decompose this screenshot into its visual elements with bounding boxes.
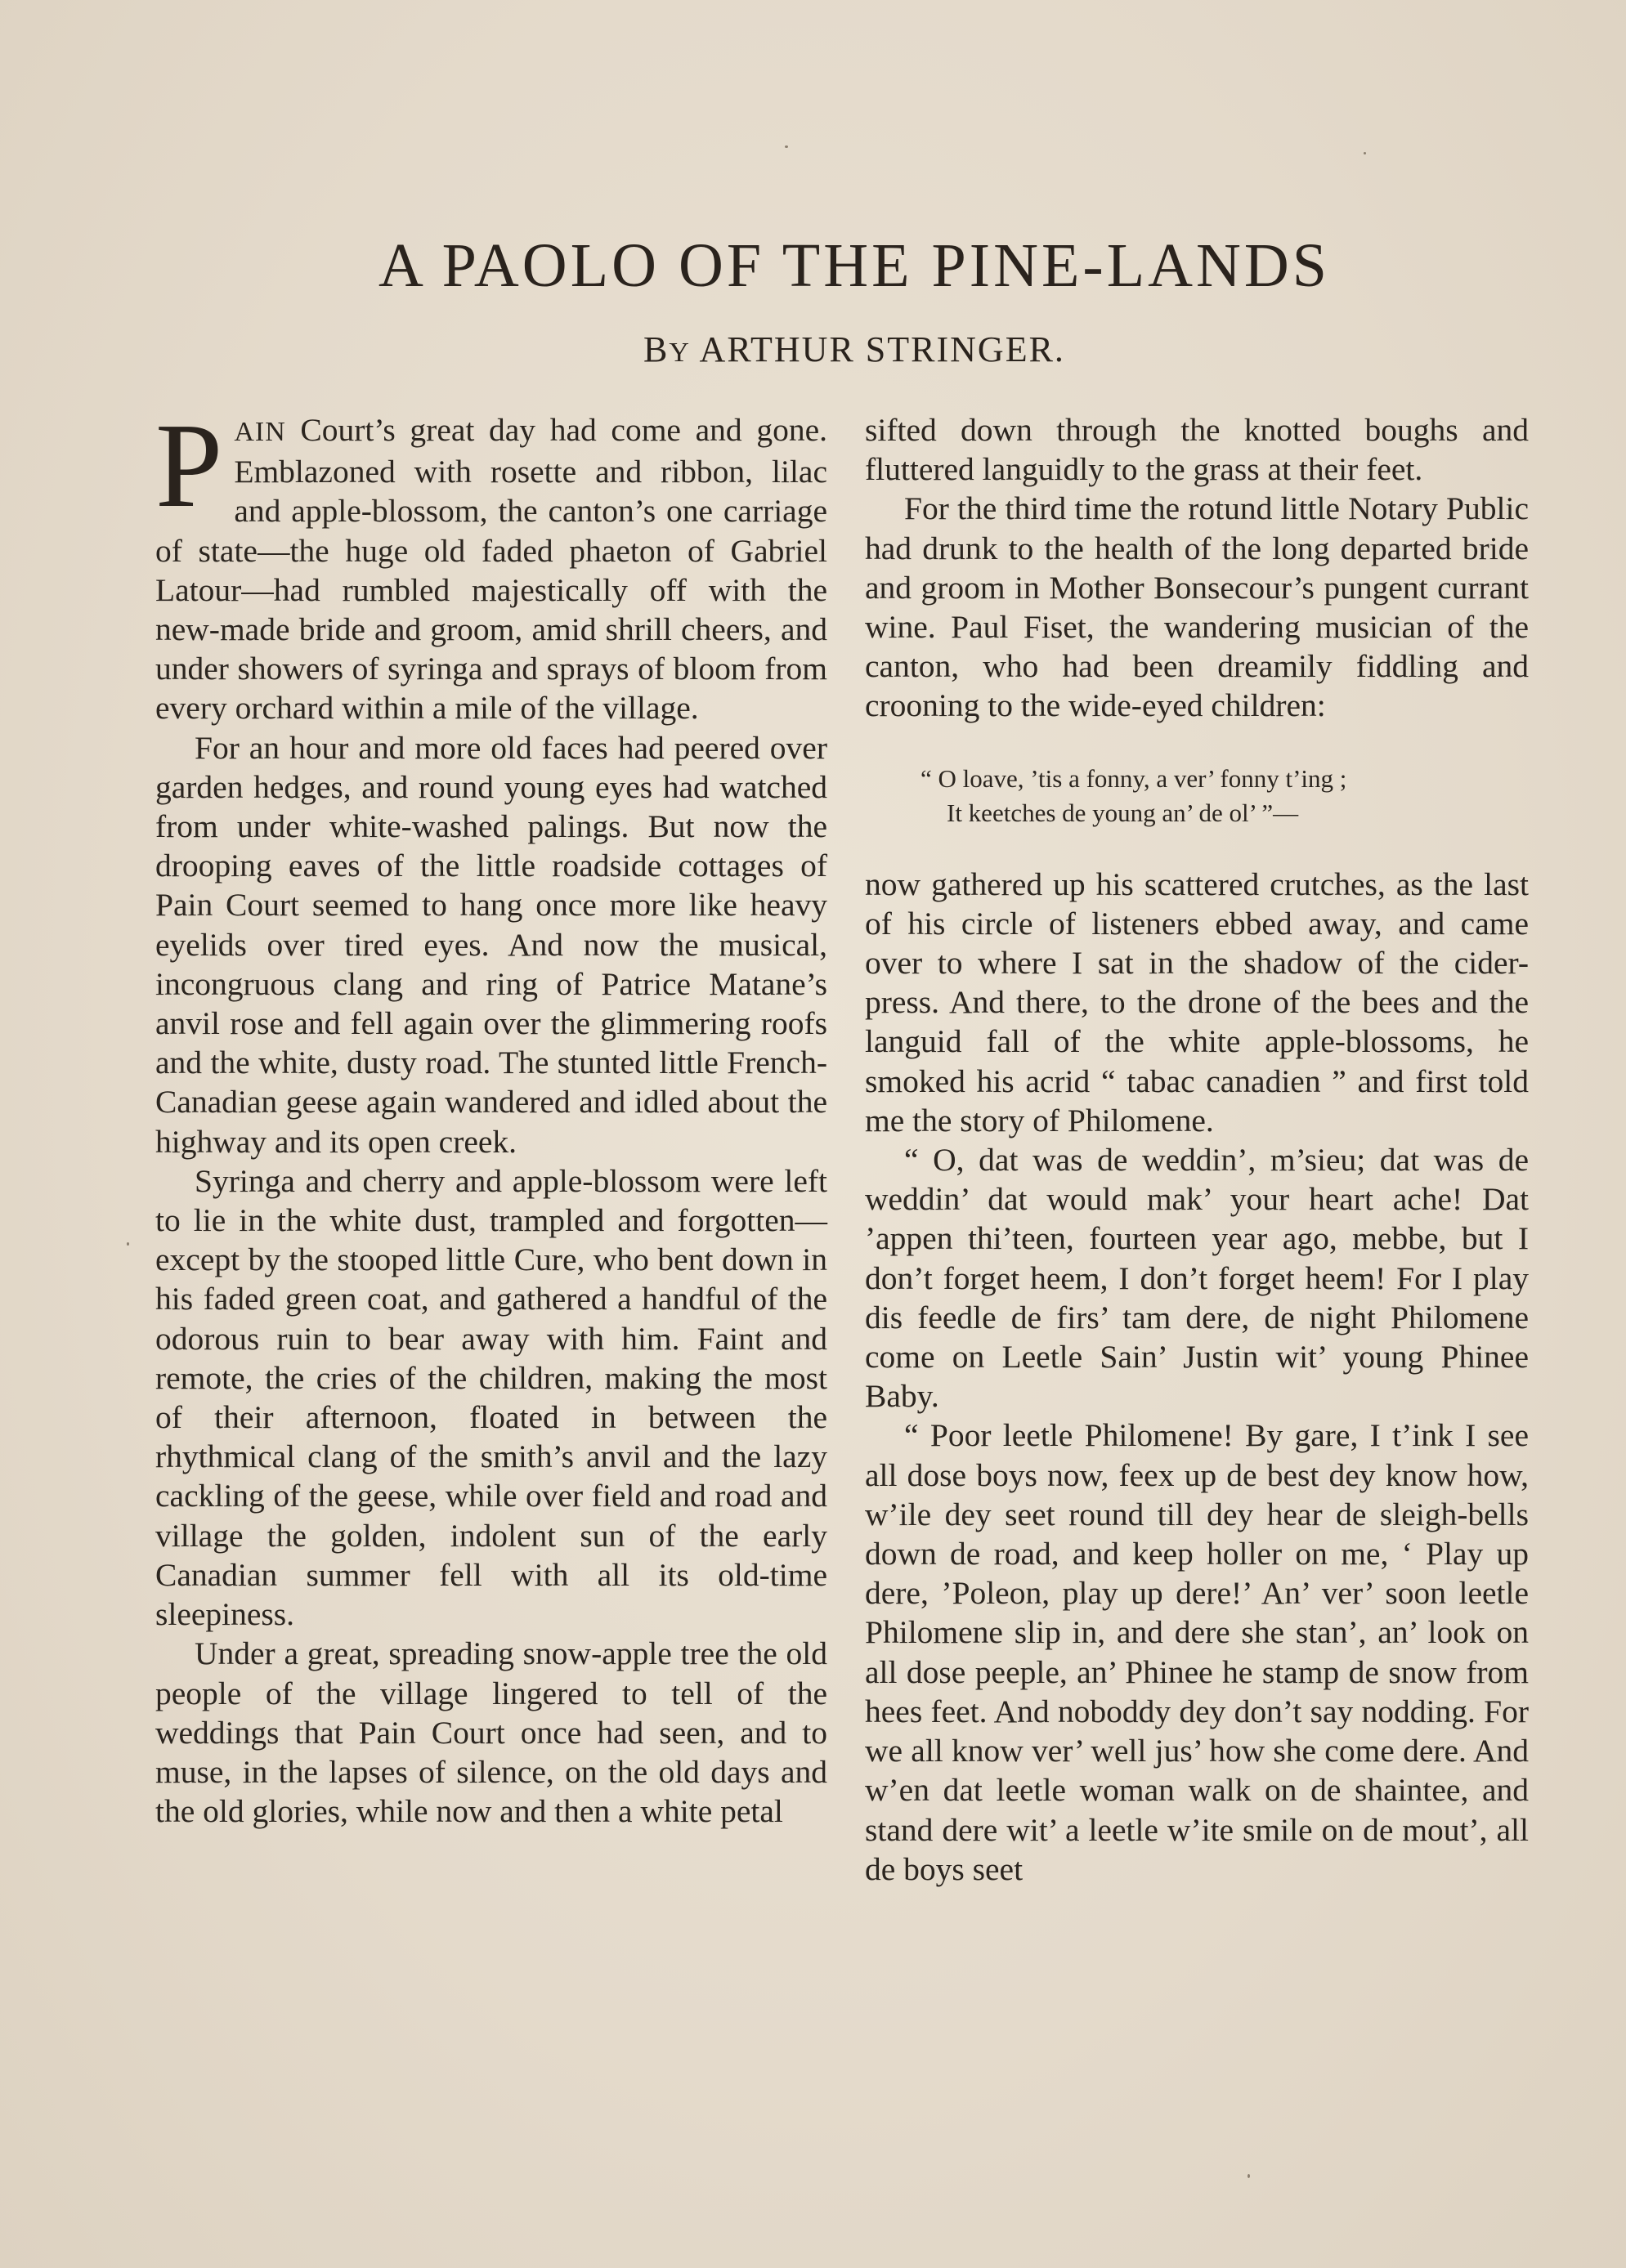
byline-by-initial: B — [643, 329, 670, 369]
paragraph-6: now gathered up his scattered crutches, as the last of his circle of listeners ebbed away, and came over to where I sat in the shadow of the cider-press. And there, to the drone of the bees and the languid fall of the white apple-blossoms, he smoked his acrid “ tabac canadien ” and first told me the story of Philomene. — [865, 866, 1529, 1138]
paragraph-3: Syringa and cherry and apple-blossom were left to lie in the white dust, trampled and forgotten—except by the stooped little Cure, who bent down in his faded green coat, and gathered a handful of the odorous ruin to bear away with him. Faint and remote, the cries of the children, making the most of their afternoon, floated in between the rhythmical clang of the smith’s anvil and the lazy cackling of the geese, while over field and road and village the golden, indolent sun of the early Canadian summer fell with all its old-time sleepiness. — [155, 1162, 827, 1633]
paragraph-continued: sifted down through the knotted boughs and fluttered languidly to the grass at their feet. — [865, 412, 1529, 488]
lead-smallcaps: AIN — [234, 417, 286, 447]
paragraph-1-text: Court’s great day had come and gone. Emblazoned with rosette and ribbon, lilac and apple-blossom, the canton’s one carriage of state—the huge old faded phaeton of Gabriel Latour—had rumbled majestically off with the new-made bride and groom, amid shrill cheers, and under showers of syringa and sprays of bloom from every orchard within a mile of the village. — [155, 412, 827, 727]
paragraph-1 — [155, 399, 827, 728]
paper-speck — [785, 145, 788, 148]
article-title: A PAOLO OF THE PINE-LANDS — [378, 231, 1331, 300]
paragraph-5: For the third time the rotund little Notary Public had drunk to the health of the long departed bride and groom in Mother Bonsecour’s pungent currant wine. Paul Fiset, the wandering musician of the canton, who had been dreamily fiddling and crooning to the wide-eyed children: — [865, 490, 1529, 724]
left-column — [155, 399, 827, 1831]
verse-line-2: It keetches de young an’ de ol’ ”— — [947, 798, 1299, 827]
paragraph-4: Under a great, spreading snow-apple tree the old people of the village lingered to tell of the weddings that Pain Court once had seen, and to muse, in the lapses of silence, on the old days and the old glories, while now and then a white petal — [155, 1635, 827, 1830]
verse-quote — [865, 762, 1529, 830]
byline-author: ARTHUR STRINGER. — [699, 329, 1065, 369]
article-byline — [0, 329, 1626, 370]
paper-speck — [1364, 152, 1366, 154]
paragraph-8: “ Poor leetle Philomene! By gare, I t’ink I see all dose boys now, feex up de best dey know how, w’ile dey seet round till dey hear de sleigh-bells down de road, and keep holler on me, ‘ Play up dere, ’Poleon, play up dere!’ An’ ver’ soon leetle Philomene slip in, and dere she stan’, an’ look on all dose peeple, an’ Phinee he stamp de snow from hees feet. And noboddy dey don’t say nodding. For we all know ver’ well jus’ how she come dere. And w’en dat leetle woman walk on de shaintee, and stand dere wit’ a leetle w’ite smile on de mout’, all de boys seet — [865, 1417, 1529, 1887]
byline-by-rest: Y — [669, 338, 691, 368]
verse-line-1: “ O loave, ’tis a fonny, a ver’ fonny t’ing ; — [921, 763, 1347, 793]
paper-speck — [127, 1242, 129, 1246]
paper-speck — [1247, 2174, 1250, 2178]
drop-cap: P — [155, 399, 223, 533]
paragraph-2: For an hour and more old faces had peered over garden hedges, and round young eyes had watched from under white-washed palings. But now the drooping eaves of the little roadside cottages of Pain Court seemed to hang once more like heavy eyelids over tired eyes. And now the musical, incongruous clang and ring of Patrice Matane’s anvil rose and fell again over the glimmering roofs and the white, dusty road. The stunted little French-Canadian geese again wandered and idled about the highway and its open creek. — [155, 729, 827, 1160]
right-column — [865, 410, 1529, 1889]
paragraph-7: “ O, dat was de weddin’, m’sieu; dat was de weddin’ dat would mak’ your heart ache! Dat ’appen thi’teen, fourteen year ago, mebbe, but I don’t forget heem, I don’t forget heem! For I play dis feedle de firs’ tam dere, de night Philomene come on Leetle Sain’ Justin wit’ young Phinee Baby. — [865, 1142, 1529, 1415]
